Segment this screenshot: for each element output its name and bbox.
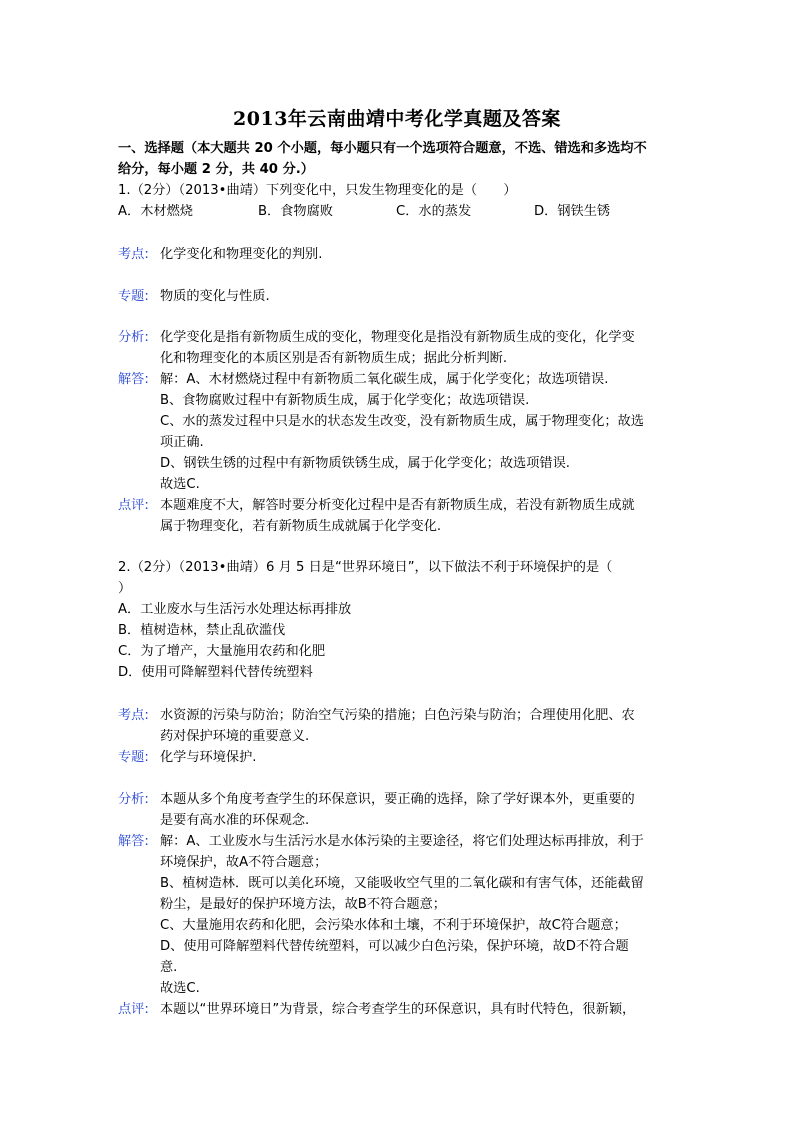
- question-1-option-b: B．食物腐败: [258, 204, 333, 219]
- q2-jieda-line-7: 意.: [160, 960, 178, 975]
- question-1-option-c: C．水的蒸发: [396, 204, 472, 219]
- question-1-option-a: A．木材燃烧: [118, 204, 193, 219]
- q2-kaodian-line-2: 药对保护环境的重要意义.: [160, 729, 310, 744]
- question-2-option-d: D．使用可降解塑料代替传统塑料: [118, 665, 313, 680]
- question-2-stem-line-1: 2.（2分）（2013•曲靖）6 月 5 日是“世界环境日”，以下做法不利于环境保护的是（: [118, 560, 613, 575]
- q1-kaodian-label: 考点:: [118, 247, 149, 262]
- q1-fenxi-label: 分析:: [118, 330, 149, 345]
- q2-jieda-line-2: 环境保护，故A不符合题意；: [160, 855, 328, 870]
- q2-kaodian-line-1: 水资源的污染与防治；防治空气污染的措施；白色污染与防治；合理使用化肥、农: [160, 708, 635, 723]
- q2-fenxi-label: 分析:: [118, 792, 149, 807]
- q1-fenxi-line-1: 化学变化是指有新物质生成的变化，物理变化是指没有新物质生成的变化，化学变: [160, 330, 635, 345]
- section-heading-line-2: 给分，每小题 2 分，共 40 分.）: [118, 162, 314, 177]
- q2-kaodian-label: 考点:: [118, 708, 149, 723]
- q1-kaodian-text: 化学变化和物理变化的判别.: [160, 247, 323, 262]
- question-2-option-b: B．植树造林，禁止乱砍滥伐: [118, 623, 286, 638]
- q2-jieda-line-8: 故选C.: [160, 981, 200, 996]
- q1-dianping-line-1: 本题难度不大，解答时要分析变化过程中是否有新物质生成，若没有新物质生成就: [160, 498, 635, 513]
- question-2-option-a: A．工业废水与生活污水处理达标再排放: [118, 602, 352, 617]
- q1-zhuanti-label: 专题:: [118, 289, 149, 304]
- q1-jieda-line-2: B、食物腐败过程中有新物质生成，属于化学变化；故选项错误.: [160, 393, 530, 408]
- q1-zhuanti-text: 物质的变化与性质.: [160, 289, 270, 304]
- q2-jieda-line-3: B、植树造林．既可以美化环境，又能吸收空气里的二氧化碳和有害气体，还能截留: [160, 876, 644, 891]
- q1-dianping-label: 点评:: [118, 498, 149, 513]
- q2-fenxi-line-2: 是要有高水准的环保观念.: [160, 813, 310, 828]
- q1-dianping-line-2: 属于物理变化，若有新物质生成就属于化学变化.: [160, 519, 442, 534]
- q2-zhuanti-text: 化学与环境保护.: [160, 750, 257, 765]
- q2-jieda-line-6: D、使用可降解塑料代替传统塑料，可以减少白色污染，保护环境，故D不符合题: [160, 939, 629, 954]
- q2-jieda-label: 解答:: [118, 834, 149, 849]
- q2-fenxi-line-1: 本题从多个角度考查学生的环保意识，要正确的选择，除了学好课本外，更重要的: [160, 792, 635, 807]
- q2-jieda-line-4: 粉尘，是最好的保护环境方法，故B不符合题意；: [160, 897, 446, 912]
- q1-jieda-line-1: 解：A、木材燃烧过程中有新物质二氧化碳生成，属于化学变化；故选项错误.: [160, 372, 609, 387]
- q1-jieda-line-4: 项正确.: [160, 435, 204, 450]
- question-1-stem: 1.（2分）（2013•曲靖）下列变化中，只发生物理变化的是（ ）: [118, 183, 517, 198]
- q2-zhuanti-label: 专题:: [118, 750, 149, 765]
- page-title: 2013年云南曲靖中考化学真题及答案: [233, 108, 561, 130]
- q1-jieda-label: 解答:: [118, 372, 149, 387]
- question-2-option-c: C．为了增产，大量施用农药和化肥: [118, 644, 326, 659]
- q2-dianping-label: 点评:: [118, 1002, 149, 1017]
- section-heading-line-1: 一、选择题（本大题共 20 个小题，每小题只有一个选项符合题意，不选、错选和多选均不: [118, 141, 647, 156]
- q2-jieda-line-1: 解：A、工业废水与生活污水是水体污染的主要途径，将它们处理达标再排放，利于: [160, 834, 644, 849]
- question-2-stem-line-2: ）: [118, 581, 132, 596]
- q1-jieda-line-5: D、钢铁生锈的过程中有新物质铁锈生成，属于化学变化；故选项错误.: [160, 456, 570, 471]
- q1-jieda-line-3: C、水的蒸发过程中只是水的状态发生改变，没有新物质生成，属于物理变化；故选: [160, 414, 644, 429]
- q2-jieda-line-5: C、大量施用农药和化肥，会污染水体和土壤，不利于环境保护，故C符合题意；: [160, 918, 627, 933]
- q1-jieda-line-6: 故选C.: [160, 477, 200, 492]
- q1-fenxi-line-2: 化和物理变化的本质区别是否有新物质生成；据此分析判断.: [160, 351, 508, 366]
- question-1-option-d: D．钢铁生锈: [534, 204, 611, 219]
- q2-dianping-text: 本题以“世界环境日”为背景，综合考查学生的环保意识，具有时代特色，很新颖，: [160, 1002, 636, 1017]
